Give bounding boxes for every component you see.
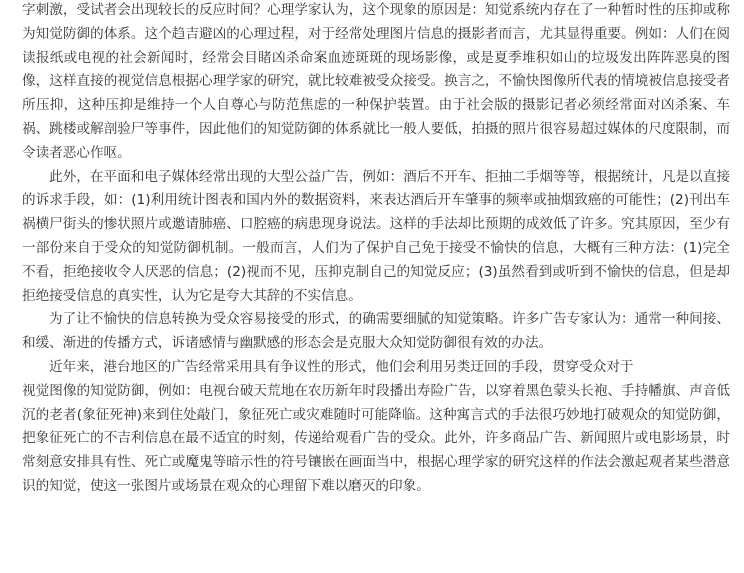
paragraph-strategy: 为了让不愉快的信息转换为受众容易接受的形式，的确需要细腻的知觉策略。许多广告专家认为：通常一种间接、和缓、渐进的传播方式，诉诸感情与幽默感的形态会是克服大众知觉防御很有效的办法。: [22, 311, 730, 352]
paragraph-hk-taiwan-ads: 近年来，港台地区的广告经常采用具有争议性的形式，他们会利用另类迂回的手段，贯穿受众对于: [49, 358, 634, 375]
paragraph-public-ads: 此外，在平面和电子媒体经常出现的大型公益广告，例如：酒后不开车、拒抽二手烟等等，根据统计，凡是以直接的诉求手段，如：(1)利用统计图表和国内外的数据资料，来表达酒后开车肇事的频率或抽烟致癌的可能性；(2)刊出车祸横尸街头的惨状照片或邀请肺癌、口腔癌的病患现身说法。这样的手法却比预期的成效低了许多。究其原因，至少有一部份来自于受众的知觉防御机制。一般而言，人们为了保护自己免于接受不愉快的信息，大概有三种方法：(1)完全不看，拒绝接收令人厌恶的信息；(2)视而不见，压抑克制自己的知觉反应；(3)虽然看到或听到不愉快的信息，但是却拒绝接受信息的真实性，认为它是夸大其辞的不实信息。: [22, 168, 730, 304]
paragraph-perceptual-defense: 字刺激，受试者会出现较长的反应时间？心理学家认为，这个现象的原因是：知觉系统内存在了一种暂时性的压抑或称为知觉防御的体系。这个趋吉避凶的心理过程，对于经常处理图片信息的摄影者而言，尤其显得重要。例如：人们在阅读报纸或电视的社会新闻时，经常会目睹凶杀命案血迹斑斑的现场影像，或是夏季堆积如山的垃圾发出阵阵恶臭的图像，这样直接的视觉信息根据心理学家的研究，就比较难被受众接受。换言之，不愉快图像所代表的情境被信息接受者所压抑，这种压抑是维持一个人自尊心与防范焦虑的一种保护装置。由于社会版的摄影记者必须经常面对凶杀案、车祸、跳楼或解剖验尸等事件，因此他们的知觉防御的体系就比一般人要低，拍摄的照片很容易超过媒体的尺度限制，而令读者恶心作呕。: [22, 2, 730, 161]
paragraph-visual-defense: 视觉图像的知觉防御，例如：电视台破天荒地在农历新年时段播出寿险广告，以穿着黑色蒙头长袍、手持幡旗、声音低沉的老者(象征死神)来到住处敲门，象征死亡或灾难随时可能降临。这种寓言式的手法很巧妙地打破观众的知觉防御，把象征死亡的不吉利信息在最不适宜的时刻，传递给观看广告的受众。此外，许多商品广告、新闻照片或电影场景，时常刻意安排具有性、死亡或魔鬼等暗示性的符号镶嵌在画面当中，根据心理学家的研究这样的作法会激起观者某些潜意识的知觉，使这一张图片或场景在观众的心理留下难以磨灭的印象。: [22, 382, 730, 494]
